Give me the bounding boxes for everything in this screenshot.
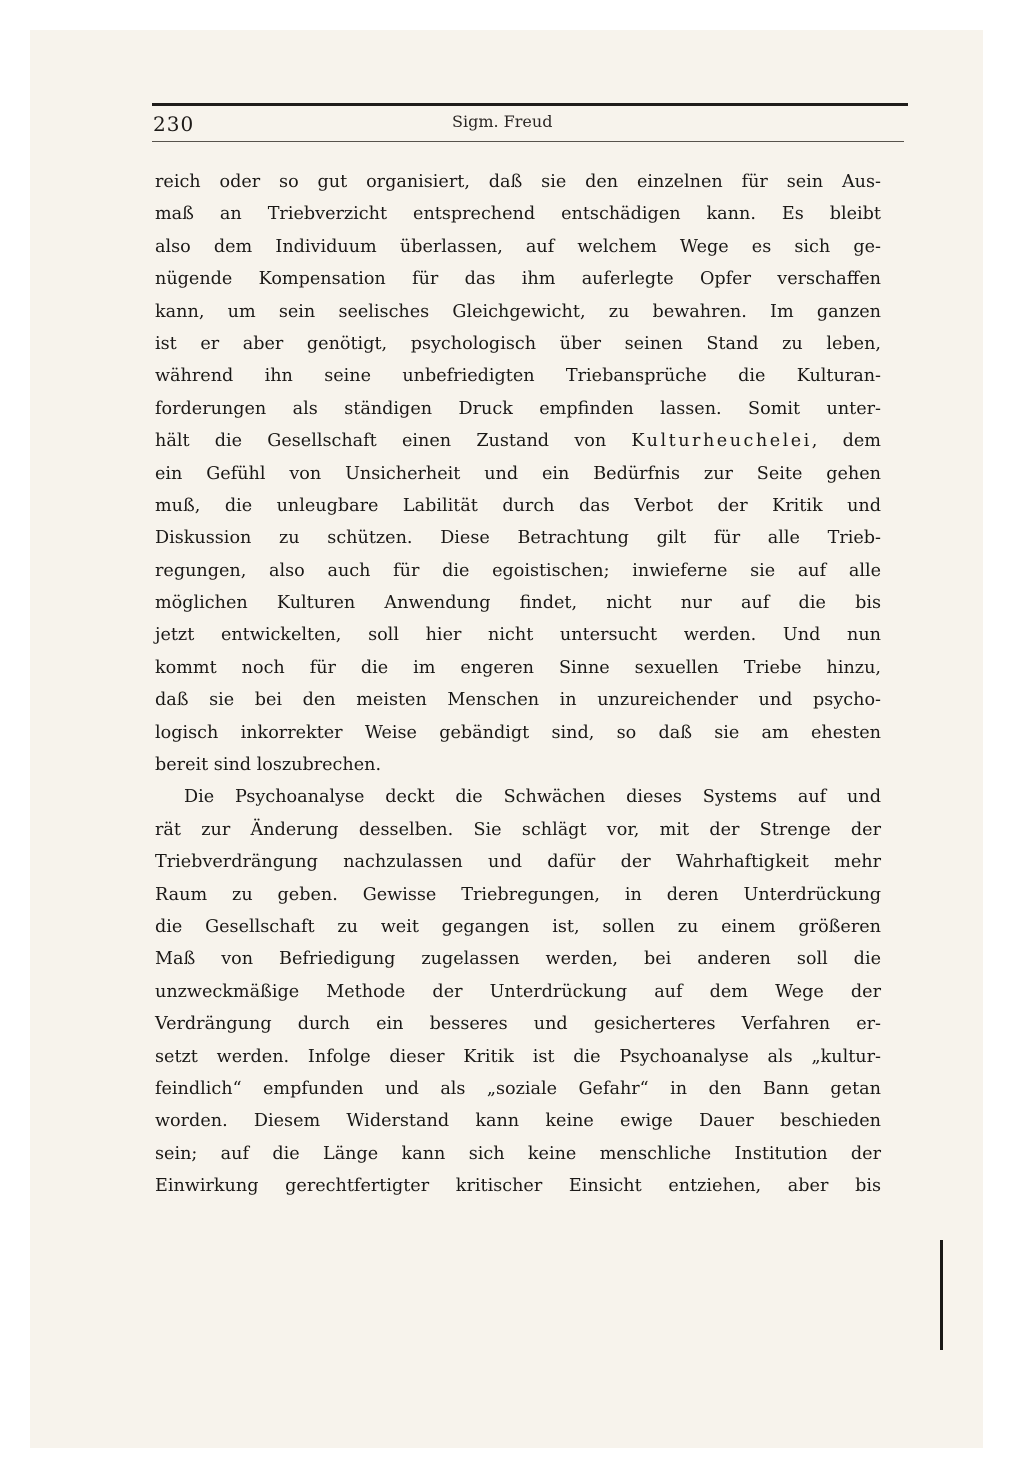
text-line: möglichen Kulturen Anwendung findet, nicht nur auf die bis — [155, 593, 881, 614]
running-head: Sigm. Freud — [452, 112, 553, 131]
text-line: also dem Individuum überlassen, auf welchem Wege es sich ge- — [155, 236, 881, 257]
text-line: während ihn seine unbefriedigten Triebansprüche die Kulturan- — [155, 366, 881, 387]
text-line: nügende Kompensation für das ihm auferlegte Opfer verschaffen — [155, 269, 881, 290]
text-line: Maß von Befriedigung zugelassen werden, bei anderen soll die — [155, 949, 881, 970]
text-line: forderungen als ständigen Druck empfinden lassen. Somit unter- — [155, 398, 881, 419]
text-line: setzt werden. Infolge dieser Kritik ist die Psychoanalyse als „kultur- — [155, 1046, 881, 1067]
paragraph-2 — [155, 781, 881, 1202]
text-line: worden. Diesem Widerstand kann keine ewige Dauer beschieden — [155, 1111, 881, 1132]
text-line: kann, um sein seelisches Gleichgewicht, zu bewahren. Im ganzen — [155, 301, 881, 322]
text-line: kommt noch für die im engeren Sinne sexuellen Triebe hinzu, — [155, 657, 881, 678]
paragraph-1 — [155, 166, 881, 781]
text-segment: , dem — [811, 431, 881, 452]
text-line: logisch inkorrekter Weise gebändigt sind, so daß sie am ehesten — [155, 722, 881, 743]
text-line: reich oder so gut organisiert, daß sie den einzelnen für sein Aus- — [155, 172, 881, 192]
text-line: Diskussion zu schützen. Diese Betrachtung gilt für alle Trieb- — [155, 528, 881, 549]
text-line: sein; auf die Länge kann sich keine menschliche Institution der — [155, 1143, 881, 1164]
header-underline — [152, 141, 904, 142]
text-line: feindlich“ empfunden und als „soziale Gefahr“ in den Bann getan — [155, 1078, 881, 1099]
text-line: Triebverdrängung nachzulassen und dafür der Wahrhaftigkeit mehr — [155, 852, 881, 873]
text-line: Raum zu geben. Gewisse Triebregungen, in deren Unterdrückung — [155, 884, 881, 905]
text-line: ein Gefühl von Unsicherheit und ein Bedürfnis zur Seite gehen — [155, 463, 881, 484]
text-line: jetzt entwickelten, soll hier nicht untersucht werden. Und nun — [155, 625, 881, 646]
text-line: ist er aber genötigt, psychologisch über seinen Stand zu leben, — [155, 333, 881, 354]
text-line: bereit sind loszubrechen. — [155, 755, 382, 776]
text-line: maß an Triebverzicht entsprechend entschädigen kann. Es bleibt — [155, 204, 881, 225]
text-line: daß sie bei den meisten Menschen in unzureichender und psycho- — [155, 690, 881, 711]
page-number: 230 — [153, 112, 195, 136]
page-edge-mark — [940, 1240, 943, 1350]
text-line — [155, 425, 881, 457]
text-segment: hält die Gesellschaft einen Zustand von — [155, 431, 632, 452]
text-line: die Gesellschaft zu weit gegangen ist, sollen zu einem größeren — [155, 916, 881, 937]
text-line: rät zur Änderung desselben. Sie schlägt vor, mit der Strenge der — [155, 819, 881, 840]
text-line: Einwirkung gerechtfertigter kritischer Einsicht entziehen, aber bis — [155, 1176, 881, 1197]
text-line: Verdrängung durch ein besseres und gesicherteres Verfahren er- — [155, 1014, 881, 1035]
text-line: unzweckmäßige Methode der Unterdrückung auf dem Wege der — [155, 981, 881, 1002]
text-line: regungen, also auch für die egoistischen; inwieferne sie auf alle — [155, 560, 881, 581]
text-line: muß, die unleugbare Labilität durch das Verbot der Kritik und — [155, 495, 881, 516]
body-text — [155, 166, 881, 1203]
spaced-term: Kulturheuchelei — [631, 431, 812, 452]
text-line: Die Psychoanalyse deckt die Schwächen dieses Systems auf und — [184, 787, 881, 808]
header-rule — [152, 103, 908, 106]
